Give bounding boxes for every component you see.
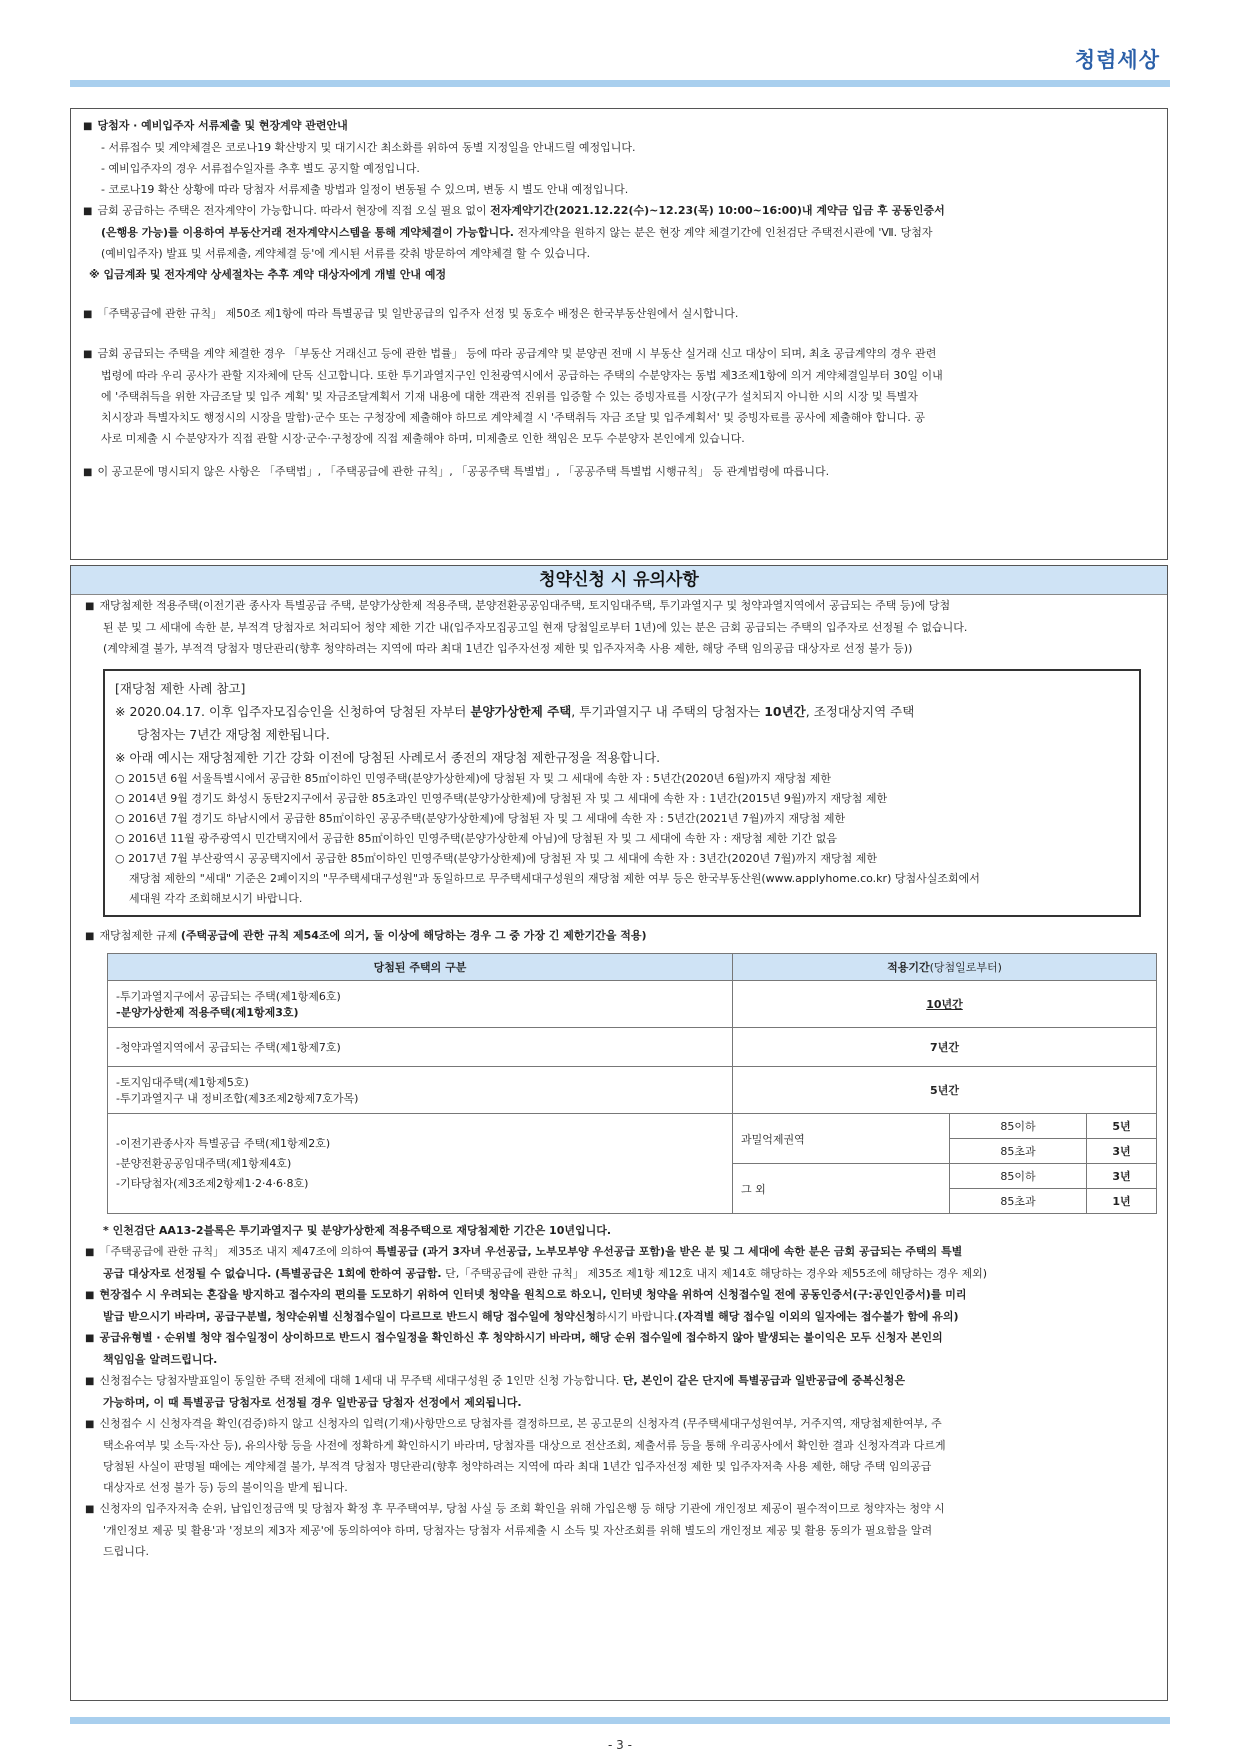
square-bullet-icon: ■ bbox=[85, 931, 95, 942]
table-cell: -투기과열지구에서 공급되는 주택(제1항제6호) -분양가상한제 적용주택(제1항제3호) bbox=[108, 981, 733, 1028]
table-cell: 85이하 bbox=[950, 1164, 1087, 1189]
notice-line: 발급 받으시기 바라며, 공급구분별, 청약순위별 신청접수일이 다르므로 반드시 해당 접수일에 청약신청하시기 바랍니다.(자격별 해당 접수일 이외의 일자에는 접수불가 함에 유의) bbox=[103, 1310, 959, 1323]
notice-line: 법령에 따라 우리 공사가 관할 지자체에 단독 신고합니다. 또한 투기과열지구인 인천광역시에서 공급하는 주택의 수분양자는 동법 제3조제1항에 의거 계약체결일부터 30일 이내 bbox=[101, 369, 943, 382]
table-cell: 10년간 bbox=[733, 981, 1157, 1028]
notice-line: 가능하며, 이 때 특별공급 당첨자로 선정될 경우 일반공급 당첨자 선정에서 제외됩니다. bbox=[103, 1396, 522, 1409]
reference-note: ※ 아래 예시는 재당첨제한 기간 강화 이전에 당첨된 사례로서 종전의 재당첨 제한규정을 적용합니다. bbox=[115, 750, 661, 765]
table-row bbox=[108, 1067, 1157, 1114]
table-note: * 인천검단 AA13-2블록은 투기과열지구 및 분양가상한제 적용주택으로 재당첨제한 기간은 10년입니다. bbox=[103, 1224, 612, 1237]
notice-line: 치시장과 특별자치도 행정시의 시장을 말함)·군수 또는 구청장에 제출해야 하므로 계약체결 시 '주택취득 자금 조달 및 입주계획서' 및 증빙자료를 공사에 제출해야 합니다. 공 bbox=[101, 411, 925, 424]
reference-box bbox=[103, 669, 1141, 917]
notice-line: 책임임을 알려드립니다. bbox=[103, 1353, 218, 1366]
table-header: 적용기간(당첨일로부터) bbox=[733, 954, 1157, 981]
square-bullet-icon: ■ bbox=[85, 1333, 95, 1344]
reference-title: [재당첨 제한 사례 참고] bbox=[115, 681, 246, 696]
reference-footer: 세대원 각각 조회해보시기 바랍니다. bbox=[129, 892, 303, 905]
notice-line: (계약체결 불가, 부적격 당첨자 명단관리(향후 청약하려는 지역에 따라 최대 1년간 입주자선정 제한 및 입주자저축 사용 제한, 해당 주택 임의공급 대상자로 선정 불가 등)) bbox=[103, 642, 913, 655]
notice-line: 대상자로 선정 불가 등) 등의 불이익을 받게 됩니다. bbox=[103, 1481, 348, 1494]
notice-item: ■ 금회 공급되는 주택을 계약 체결한 경우 「부동산 거래신고 등에 관한 법률」 등에 따라 공급계약 및 분양권 전매 시 부동산 실거래 신고 대상이 되며, 최초 공급계약의 경우 관련 bbox=[83, 347, 937, 360]
table-row bbox=[108, 1114, 1157, 1139]
table-cell: 5년간 bbox=[733, 1067, 1157, 1114]
reference-case: ○ 2015년 6월 서울특별시에서 공급한 85㎡이하인 민영주택(분양가상한제)에 당첨된 자 및 그 세대에 속한 자 : 5년간(2020년 6월)까지 재당첨 제한 bbox=[115, 772, 832, 785]
square-bullet-icon: ■ bbox=[83, 467, 93, 478]
reference-footer: 재당첨 제한의 "세대" 기준은 2페이지의 "무주택세대구성원"과 동일하므로 무주택세대구성원의 재당첨 제한 여부 등은 한국부동산원(www.applyhome.co.kr) 당첨사실조회에서 bbox=[129, 872, 980, 885]
table-cell: 3년 bbox=[1087, 1139, 1157, 1164]
notice-item: ■ 신청자의 입주자저축 순위, 납입인정금액 및 당첨자 확정 후 무주택여부, 당첨 사실 등 조회 확인을 위해 가입은행 등 해당 기관에 개인정보 제공이 필수적이므로 청약자는 청약 시 bbox=[85, 1502, 945, 1515]
table-cell: 85초과 bbox=[950, 1189, 1087, 1214]
page-number: - 3 - bbox=[608, 1738, 632, 1752]
reference-note: ※ 2020.04.17. 이후 입주자모집승인을 신청하여 당첨된 자부터 분양가상한제 주택, 투기과열지구 내 주택의 당첨자는 10년간, 조정대상지역 주택 bbox=[115, 704, 915, 719]
table-cell: -청약과열지역에서 공급되는 주택(제1항제7호) bbox=[108, 1028, 733, 1067]
restriction-table bbox=[107, 953, 1157, 1214]
notice-line: 사로 미제출 시 수분양자가 직접 관할 시장·군수·구청장에 직접 제출해야 하며, 미제출로 인한 책임은 모두 수분양자 본인에게 있습니다. bbox=[101, 432, 745, 445]
notice-item: ■ 재당첨제한 적용주택(이전기관 종사자 특별공급 주택, 분양가상한제 적용주택, 분양전환공공임대주택, 토지임대주택, 투기과열지구 및 청약과열지역에서 공급되는 주택 등)에 당첨 bbox=[85, 599, 951, 612]
table-cell: 85초과 bbox=[950, 1139, 1087, 1164]
notice-line: 공급 대상자로 선정될 수 없습니다. (특별공급은 1회에 한하여 공급함. 단,「주택공급에 관한 규칙」 제35조 제1항 제12호 내지 제14호 해당하는 경우와 제55조에 해당하는 경우 제외) bbox=[103, 1267, 988, 1280]
square-bullet-icon: ■ bbox=[85, 1504, 95, 1515]
square-bullet-icon: ■ bbox=[85, 1247, 95, 1258]
table-cell: 1년 bbox=[1087, 1189, 1157, 1214]
notice-subitem: - 예비입주자의 경우 서류접수일자를 추후 별도 공지할 예정입니다. bbox=[101, 162, 420, 175]
notice-box-application bbox=[70, 565, 1168, 1701]
table-cell: 7년간 bbox=[733, 1028, 1157, 1067]
zone-cell: 과밀억제권역 bbox=[733, 1114, 950, 1164]
notice-item: ■ 당첨자 · 예비입주자 서류제출 및 현장계약 관련안내 bbox=[83, 119, 348, 132]
square-bullet-icon: ■ bbox=[83, 121, 93, 132]
table-header: 당첨된 주택의 구분 bbox=[108, 954, 733, 981]
notice-item: ■ 재당첨제한 규제 (주택공급에 관한 규칙 제54조에 의거, 둘 이상에 해당하는 경우 그 중 가장 긴 제한기간을 적용) bbox=[85, 929, 647, 942]
reference-case: ○ 2017년 7월 부산광역시 공공택지에서 공급한 85㎡이하인 민영주택(분양가상한제)에 당첨된 자 및 그 세대에 속한 자 : 3년간(2020년 7월)까지 재당첨 제한 bbox=[115, 852, 878, 865]
zone-cell: 그 외 bbox=[733, 1164, 950, 1214]
table-cell: -이전기관종사자 특별공급 주택(제1항제2호) -분양전환공공임대주택(제1항제4호) -기타당첨자(제3조제2항제1·2·4·6·8호) bbox=[108, 1114, 733, 1214]
table-cell: 85이하 bbox=[950, 1114, 1087, 1139]
notice-line: (은행용 가능)를 이용하여 부동산거래 전자계약시스템을 통해 계약체결이 가능합니다. 전자계약을 원하지 않는 분은 현장 계약 체결기간에 인천검단 주택전시관에 'Ⅶ. 당첨자 bbox=[101, 226, 933, 239]
notice-item: ■ 현장접수 시 우려되는 혼잡을 방지하고 접수자의 편의를 도모하기 위하여 인터넷 청약을 원칙으로 하오니, 인터넷 청약을 위하여 신청접수일 전에 공동인증서(구:공인인증서)를 미리 bbox=[85, 1288, 967, 1301]
square-bullet-icon: ■ bbox=[85, 1419, 95, 1430]
notice-item: ■ 「주택공급에 관한 규칙」 제35조 내지 제47조에 의하여 특별공급 (과거 3자녀 우선공급, 노부모부양 우선공급 포함)을 받은 분 및 그 세대에 속한 분은 금회 공급되는 주택의 특별 bbox=[85, 1245, 963, 1258]
square-bullet-icon: ■ bbox=[83, 309, 93, 320]
table-header-row bbox=[108, 954, 1157, 981]
notice-box-contract bbox=[70, 108, 1168, 560]
square-bullet-icon: ■ bbox=[83, 349, 93, 360]
notice-line: '개인정보 제공 및 활용'과 '정보의 제3자 제공'에 동의하여야 하며, 당첨자는 당첨자 서류제출 시 소득 및 자산조회를 위해 별도의 개인정보 제공 및 활용 동의가 필요함을 알려 bbox=[103, 1524, 933, 1537]
notice-line: 된 분 및 그 세대에 속한 분, 부적격 당첨자로 처리되어 청약 제한 기간 내(입주자모집공고일 현재 당첨일로부터 1년)에 있는 분은 금회 공급되는 주택의 입주자로 선정될 수 없습니다. bbox=[103, 621, 968, 634]
table-row bbox=[108, 1028, 1157, 1067]
bottom-divider-bar bbox=[70, 1717, 1170, 1724]
notice-item: ■ 이 공고문에 명시되지 않은 사항은 「주택법」, 「주택공급에 관한 규칙」, 「공공주택 특별법」, 「공공주택 특별법 시행규칙」 등 관계법령에 따릅니다. bbox=[83, 465, 830, 478]
notice-line: (예비입주자) 발표 및 서류제출, 계약체결 등'에 게시된 서류를 갖춰 방문하여 계약체결 할 수 있습니다. bbox=[101, 247, 591, 260]
reference-case: ○ 2016년 11월 광주광역시 민간택지에서 공급한 85㎡이하인 민영주택(분양가상한제 아님)에 당첨된 자 및 그 세대에 속한 자 : 재당첨 제한 기간 없음 bbox=[115, 832, 837, 845]
square-bullet-icon: ■ bbox=[85, 601, 95, 612]
notice-line: 택소유여부 및 소득·자산 등), 유의사항 등을 사전에 정확하게 확인하시기 바라며, 당첨자를 대상으로 전산조회, 제출서류 등을 통해 우리공사에서 확인한 결과 신청자격과 다르게 bbox=[103, 1439, 946, 1452]
table-cell: 3년 bbox=[1087, 1164, 1157, 1189]
reference-note: 당첨자는 7년간 재당첨 제한됩니다. bbox=[137, 727, 330, 742]
notice-item: ■ 신청접수는 당첨자발표일이 동일한 주택 전체에 대해 1세대 내 무주택 세대구성원 중 1인만 신청 가능합니다. 단, 본인이 같은 단지에 특별공급과 일반공급에 중복신청은 bbox=[85, 1374, 906, 1387]
table-row bbox=[108, 981, 1157, 1028]
square-bullet-icon: ■ bbox=[85, 1376, 95, 1387]
notice-item: ■ 금회 공급하는 주택은 전자계약이 가능합니다. 따라서 현장에 직접 오실 필요 없이 전자계약기간(2021.12.22(수)~12.23(목) 10:00~16:00)내 계약금 입금 후 공동인증서 bbox=[83, 204, 945, 217]
table-cell: -토지임대주택(제1항제5호) -투기과열지구 내 정비조합(제3조제2항제7호가목) bbox=[108, 1067, 733, 1114]
table-cell: 5년 bbox=[1087, 1114, 1157, 1139]
square-bullet-icon: ■ bbox=[83, 206, 93, 217]
notice-item: ■ 공급유형별 · 순위별 청약 접수일정이 상이하므로 반드시 접수일정을 확인하신 후 청약하시기 바라며, 해당 순위 접수일에 접수하지 않아 발생되는 불이익은 모두 신청자 본인의 bbox=[85, 1331, 943, 1344]
notice-line: 당첨된 사실이 판명될 때에는 계약체결 불가, 부적격 당첨자 명단관리(향후 청약하려는 지역에 따라 최대 1년간 입주자선정 제한 및 입주자저축 사용 제한, 해당 주택 임의공급 bbox=[103, 1460, 932, 1473]
notice-line: 드립니다. bbox=[103, 1545, 150, 1558]
notice-note: ※ 입금계좌 및 전자계약 상세절차는 추후 계약 대상자에게 개별 안내 예정 bbox=[89, 268, 447, 281]
notice-item: ■ 신청접수 시 신청자격을 확인(검증)하지 않고 신청자의 입력(기재)사항만으로 당첨자를 결정하므로, 본 공고문의 신청자격 (무주택세대구성원여부, 거주지역, 재당첨제한여부, 주 bbox=[85, 1417, 942, 1430]
square-bullet-icon: ■ bbox=[85, 1290, 95, 1301]
section-title: 청약신청 시 유의사항 bbox=[71, 566, 1167, 595]
top-divider-bar bbox=[70, 80, 1170, 87]
notice-subitem: - 서류접수 및 계약체결은 코로나19 확산방지 및 대기시간 최소화를 위하여 동별 지정일을 안내드릴 예정입니다. bbox=[101, 141, 636, 154]
reference-case: ○ 2014년 9월 경기도 화성시 동탄2지구에서 공급한 85초과인 민영주택(분양가상한제)에 당첨된 자 및 그 세대에 속한 자 : 1년간(2015년 9월)까지 재당첨 제한 bbox=[115, 792, 888, 805]
header-logo: 청렴세상 bbox=[1074, 47, 1160, 72]
notice-subitem: - 코로나19 확산 상황에 따라 당첨자 서류제출 방법과 일정이 변동될 수 있으며, 변동 시 별도 안내 예정입니다. bbox=[101, 183, 629, 196]
notice-line: 에 '주택취득을 위한 자금조달 및 입주 계획' 및 자금조달계획서 기재 내용에 대한 객관적 진위를 입증할 수 있는 증빙자료를 시장(구가 설치되지 아니한 시의 시장 및 특별자 bbox=[101, 390, 918, 403]
reference-case: ○ 2016년 7월 경기도 하남시에서 공급한 85㎡이하인 공공주택(분양가상한제)에 당첨된 자 및 그 세대에 속한 자 : 5년간(2021년 7월)까지 재당첨 제한 bbox=[115, 812, 846, 825]
notice-item: ■ 「주택공급에 관한 규칙」 제50조 제1항에 따라 특별공급 및 일반공급의 입주자 선정 및 동호수 배정은 한국부동산원에서 실시합니다. bbox=[83, 307, 739, 320]
